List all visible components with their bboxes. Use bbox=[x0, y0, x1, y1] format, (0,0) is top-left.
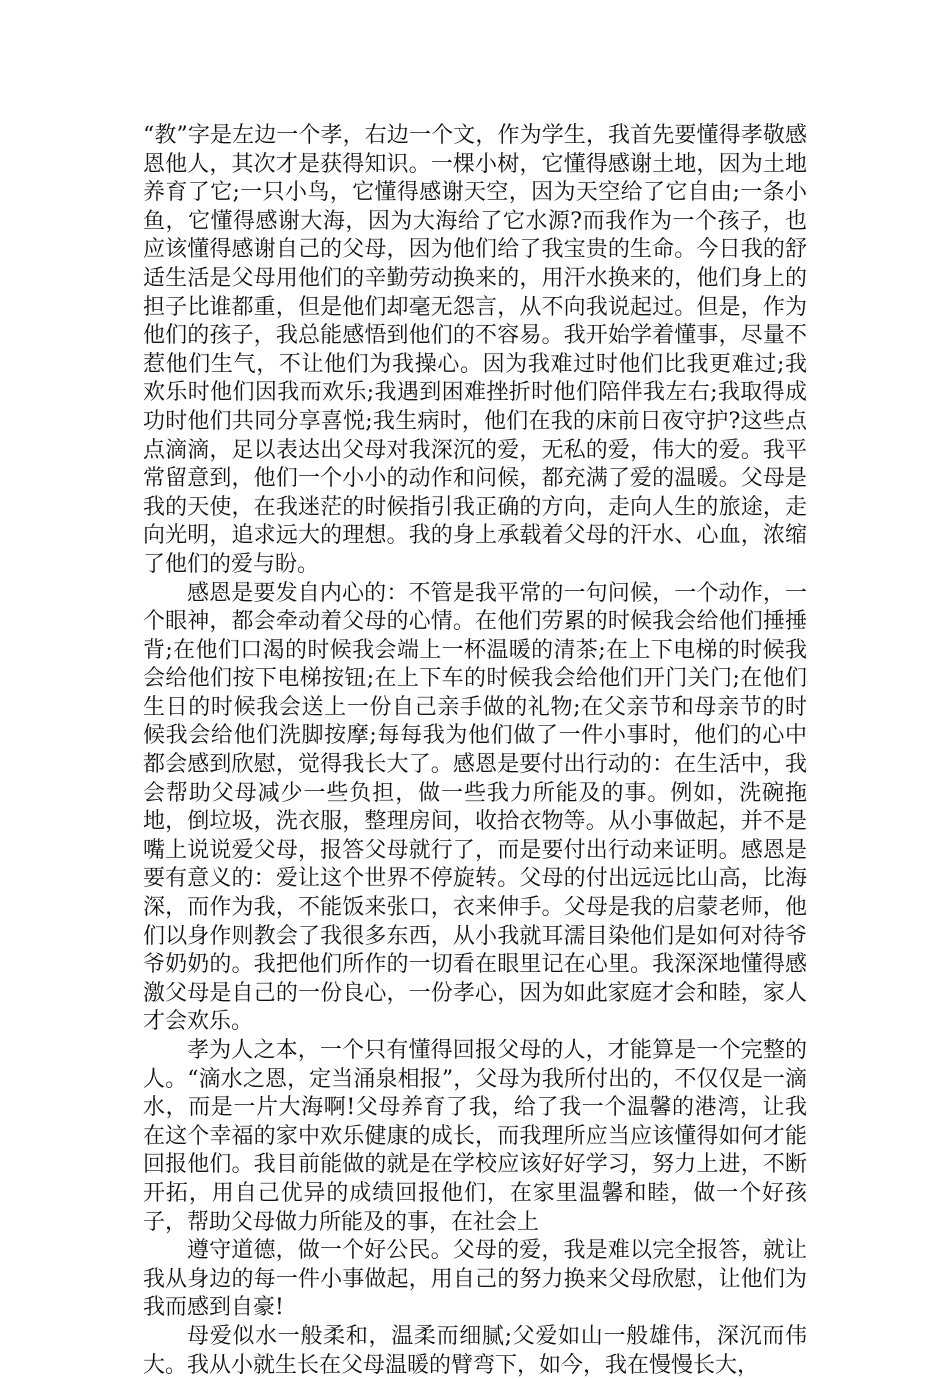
document-page bbox=[143, 122, 807, 1380]
paragraph-2: 感恩是要发自内心的：不管是我平常的一句问候，一个动作，一个眼神，都会牵动着父母的心情。在他们劳累的时候我会给他们捶捶背;在他们口渴的时候我会端上一杯温暖的清茶;在上下电梯的时候我会给他们按下电梯按钮;在上下车的时候我会给他们开门关门;在他们生日的时候我会送上一份自己亲手做的礼物;在父亲节和母亲节的时候我会给他们洗脚按摩;每每我为他们做了一件小事时，他们的心中都会感到欣慰，觉得我长大了。感恩是要付出行动的：在生活中，我会帮助父母减少一些负担，做一些我力所能及的事。例如，洗碗拖地，倒垃圾，洗衣服，整理房间，收拾衣物等。从小事做起，并不是嘴上说说爱父母，报答父母就行了，而是要付出行动来证明。感恩是要有意义的：爱让这个世界不停旋转。父母的付出远远比山高，比海深，而作为我，不能饭来张口，衣来伸手。父母是我的启蒙老师，他们以身作则教会了我很多东西，从小我就耳濡目染他们是如何对待爷爷奶奶的。我把他们所作的一切看在眼里记在心里。我深深地懂得感激父母是自己的一份良心，一份孝心，因为如此家庭才会和睦，家人才会欢乐。 bbox=[143, 580, 807, 1035]
paragraph-4: 遵守道德，做一个好公民。父母的爱，我是难以完全报答，就让我从身边的每一件小事做起，用自己的努力换来父母欣慰，让他们为我而感到自豪! bbox=[143, 1238, 807, 1321]
paragraph-5: 母爱似水一般柔和，温柔而细腻;父爱如山一般雄伟，深沉而伟大。我从小就生长在父母温暖的臂弯下，如今，我在慢慢长大， bbox=[143, 1323, 807, 1378]
paragraph-1: “教”字是左边一个孝，右边一个文，作为学生，我首先要懂得孝敬感恩他人，其次才是获得知识。一棵小树，它懂得感谢土地，因为土地养育了它;一只小鸟，它懂得感谢天空，因为天空给了它自由;一条小鱼，它懂得感谢大海，因为大海给了它水源?而我作为一个孩子，也应该懂得感谢自己的父母，因为他们给了我宝贵的生命。今日我的舒适生活是父母用他们的辛勤劳动换来的，用汗水换来的，他们身上的担子比谁都重，但是他们却毫无怨言，从不向我说起过。但是，作为他们的孩子，我总能感悟到他们的不容易。我开始学着懂事，尽量不惹他们生气，不让他们为我操心。因为我难过时他们比我更难过;我欢乐时他们因我而欢乐;我遇到困难挫折时他们陪伴我左右;我取得成功时他们共同分享喜悦;我生病时，他们在我的床前日夜守护?这些点点滴滴，足以表达出父母对我深沉的爱，无私的爱，伟大的爱。我平常留意到，他们一个小小的动作和问候，都充满了爱的温暖。父母是我的天使，在我迷茫的时候指引我正确的方向，走向人生的旅途，走向光明，追求远大的理想。我的身上承载着父母的汗水、心血，浓缩了他们的爱与盼。 bbox=[143, 123, 807, 577]
paragraph-3: 孝为人之本，一个只有懂得回报父母的人，才能算是一个完整的人。“滴水之恩，定当涌泉相报”，父母为我所付出的，不仅仅是一滴水，而是一片大海啊!父母养育了我，给了我一个温馨的港湾，让我在这个幸福的家中欢乐健康的成长，而我理所应当应该懂得如何才能回报他们。我目前能做的就是在学校应该好好学习，努力上进，不断开拓，用自己优异的成绩回报他们，在家里温馨和睦，做一个好孩子，帮助父母做力所能及的事，在社会上 bbox=[143, 1038, 807, 1235]
